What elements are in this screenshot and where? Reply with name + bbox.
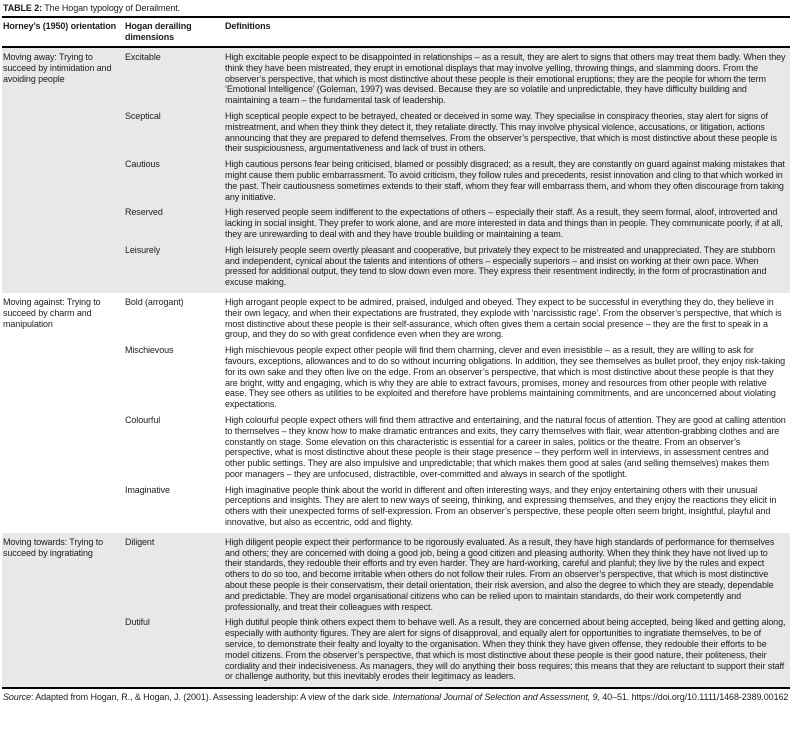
dimension-label: Diligent xyxy=(125,536,155,547)
orientation-group xyxy=(2,533,790,687)
orientation-label: Moving away: Trying to succeed by intimidation and avoiding people xyxy=(3,52,112,84)
orientation-group xyxy=(2,48,790,293)
table-row xyxy=(125,52,790,106)
source-journal-name: International Journal of Selection and Assessment, 9, xyxy=(392,692,600,703)
dimension-label: Sceptical xyxy=(125,110,161,121)
paper-table-2-hogan-typology xyxy=(2,0,790,705)
dimension-label: Leisurely xyxy=(125,244,161,255)
dimension-label: Dutiful xyxy=(125,617,150,628)
dimension-label: Excitable xyxy=(125,52,161,62)
definition-text: High imaginative people think about the world in different and often interesting ways, and they enjoy entertaining others with their unusual perceptions and insights. They are alert to new ways of seeing, thinking, and expressing themselves, and they enjoy the reactions they elicit in others with their unexpected forms of self-expression. From an observer’s perspective, these people often seem bright, insightful, playful and innovative, but also as eccentric, odd and flighty. xyxy=(225,484,777,528)
table-row xyxy=(125,485,790,528)
source-note xyxy=(2,689,790,705)
table-row xyxy=(125,245,790,288)
definition-text: High colourful people expect others will find them attractive and entertaining, and the natural focus of attention. They are good at calling attention to themselves – they know how to make dramatic entrances and exits, they carry themselves with flair, wear attention-grabbing clothes and are constantly on stage. Some elevation on this characteristic is essential for a career in sales, politics or the theatre. From an observer’s perspective, what is most distinctive about these people is their stage presence – they perform well in interviews, in assessment centres and other public settings. They are also impulsive and unpredictable; that which makes them good at sales (and selling themselves) makes them poor managers – they are unfocused, distractible, over-committed and always in search of the spotlight. xyxy=(225,414,786,479)
table-title xyxy=(2,2,790,16)
column-header-definitions: Definitions xyxy=(225,21,271,31)
column-header-orientation: Horney’s (1950) orientation xyxy=(3,21,116,31)
definition-text: High leisurely people seem overtly pleasant and cooperative, but privately they expect to be mistreated and unappreciated. They are stubborn and independent, cynical about the talents and intentions of others – especially superiors – and insist on working at their own pace. When pressed for additional output, they tend to slow down even more. They express their resentment indirectly, in the form of procrastination and excuse making. xyxy=(225,244,776,288)
definition-text: High cautious persons fear being criticised, blamed or possibly disgraced; as a result, they are constantly on guard against making mistakes that might cause them public embarrassment. To avoid criticism, they follow rules and precedents, resist innovation and cling to that which worked in the past. Their cautiousness sometimes extends to their staff, whom they fear will embarrass them, and whom they often discourage from taking any initiative. xyxy=(225,159,785,202)
definition-text: High sceptical people expect to be betrayed, cheated or deceived in some way. They specialise in conspiracy theories, stay alert for signs of mistreatment, and when they think they detect it, they retaliate directly. This may involve physical violence, accusations, or litigation, actions announcing that they are prepared to defend themselves. From the observer’s perspective, that which is most distinctive about these people is their suspiciousness, argumentativeness and lack of trust in others. xyxy=(225,110,777,154)
orientation-group xyxy=(2,293,790,533)
definition-text: High excitable people expect to be disappointed in relationships – as a result, they are alert to signs that others may treat them badly. When they think they have been mistreated, they erupt in emotional displays that may involve yelling, throwing things, and slamming doors. From the observer’s perspective, that which is most distinctive about these people is their emotional eruptions; they are the people for whom the term ‘Emotional Intelligence’ (Goleman, 1997) was devised. Because they are so volatile and unpredictable, they have difficulty building and maintaining a team – the fundamental task of leadership. xyxy=(225,52,786,106)
table-caption: The Hogan typology of Derailment. xyxy=(42,3,181,13)
definition-text: High dutiful people think others expect them to behave well. As a result, they are concerned about being accepted, being liked and getting along, especially with authority figures. They are alert for signs of disapproval, and equally alert for opportunities to ingratiate themselves, to be of service, to demonstrate their fealty and loyalty to the organisation. When they think they have given offense, they redouble their efforts to be model citizens. From the observer’s perspective, that which is most distinctive about these people is their good nature, their politeness, their cordiality and their indecisiveness. As managers, they will do anything their boss requires; this means that they are reluctant to support their staff or challenge authority, but this inevitably erodes their legitimacy as leaders. xyxy=(225,617,786,682)
table-row xyxy=(125,415,790,480)
table-body xyxy=(2,48,790,687)
orientation-label: Moving towards: Trying to succeed by ingratiating xyxy=(3,536,104,558)
dimension-label: Cautious xyxy=(125,159,160,170)
definition-text: High reserved people seem indifferent to the expectations of others – especially their staff. As a result, they seem formal, aloof, introverted and lacking in social insight. They prefer to work alone, and are more interested in data and things than in people. They communicate poorly, if at all, they are unrewarding to deal with and they have trouble building or maintaining a team. xyxy=(225,207,783,239)
table-row xyxy=(125,617,790,682)
orientation-label: Moving against: Trying to succeed by charm and manipulation xyxy=(3,296,101,329)
table-row xyxy=(125,111,790,154)
table-row xyxy=(125,207,790,239)
dimension-label: Mischievous xyxy=(125,345,174,356)
table-row xyxy=(125,345,790,410)
dimension-label: Imaginative xyxy=(125,484,170,495)
table-row xyxy=(125,159,790,202)
definition-text: High diligent people expect their performance to be rigorously evaluated. As a result, they have high standards of performance for themselves and others; they are concerned with doing a good job, being a good citizen and pleasing authority. When they think they have not lived up to their standards, they redouble their efforts and try even harder. They are hard-working, careful and planful; they live by the rules and expect others to do so too, and become irritable when others do not follow their rules. From an observer’s perspective, that which is most distinctive about these people is their conservatism, their detail orientation, their risk aversion, and also the degree to which they are steady, dependable and predictable. They are model organisational citizens who can be relied upon to maintain standards, do their work competently and professionally, and treat their colleagues with respect. xyxy=(225,536,775,612)
definition-text: High mischievous people expect other people will find them charming, clever and even irresistible – as a result, they are willing to ask for favours, exceptions, allowances and to do so without incurring obligations. In addition, they see themselves as bullet proof, they enjoy risk-taking for its own sake and they often live on the edge. From an observer’s perspective, that which is most distinctive about these people is that they are bright, witty and engaging, which is why they are able to extract favours, promises, money and resources from other people with relative ease. They see others as utilities to be exploited and therefore have problems maintaining commitments, and are unconcerned about violating expectations. xyxy=(225,345,786,410)
definition-text: High arrogant people expect to be admired, praised, indulged and obeyed. They expect to be successful in everything they do, they believe in their own legacy, and when their expectations are frustrated, they explode with ‘narcissistic rage’. From the observer’s perspective, that which is most distinctive about these people is their self-assurance, which often gives them a certain social presence – they are the first to speak in a group, and they do so with great confidence even when they are wrong. xyxy=(225,296,782,340)
dimension-rows xyxy=(125,52,790,293)
source-label: Source xyxy=(3,692,31,703)
dimension-label: Colourful xyxy=(125,414,161,425)
dimension-label: Bold (arrogant) xyxy=(125,296,184,307)
table-row xyxy=(125,297,790,340)
source-citation-text: : Adapted from Hogan, R., & Hogan, J. (2001). Assessing leadership: A view of the dark side. xyxy=(30,692,393,703)
source-pages-doi: 40–51. https://doi.org/10.1111/1468-2389.00162 xyxy=(599,692,789,703)
table-number-label: TABLE 2: xyxy=(3,3,43,13)
table-row xyxy=(125,537,790,613)
dimension-rows xyxy=(125,537,790,687)
column-header-dimensions: Hogan derailing dimensions xyxy=(125,21,192,42)
dimension-label: Reserved xyxy=(125,207,163,218)
dimension-rows xyxy=(125,297,790,533)
table-header-row xyxy=(2,18,790,46)
